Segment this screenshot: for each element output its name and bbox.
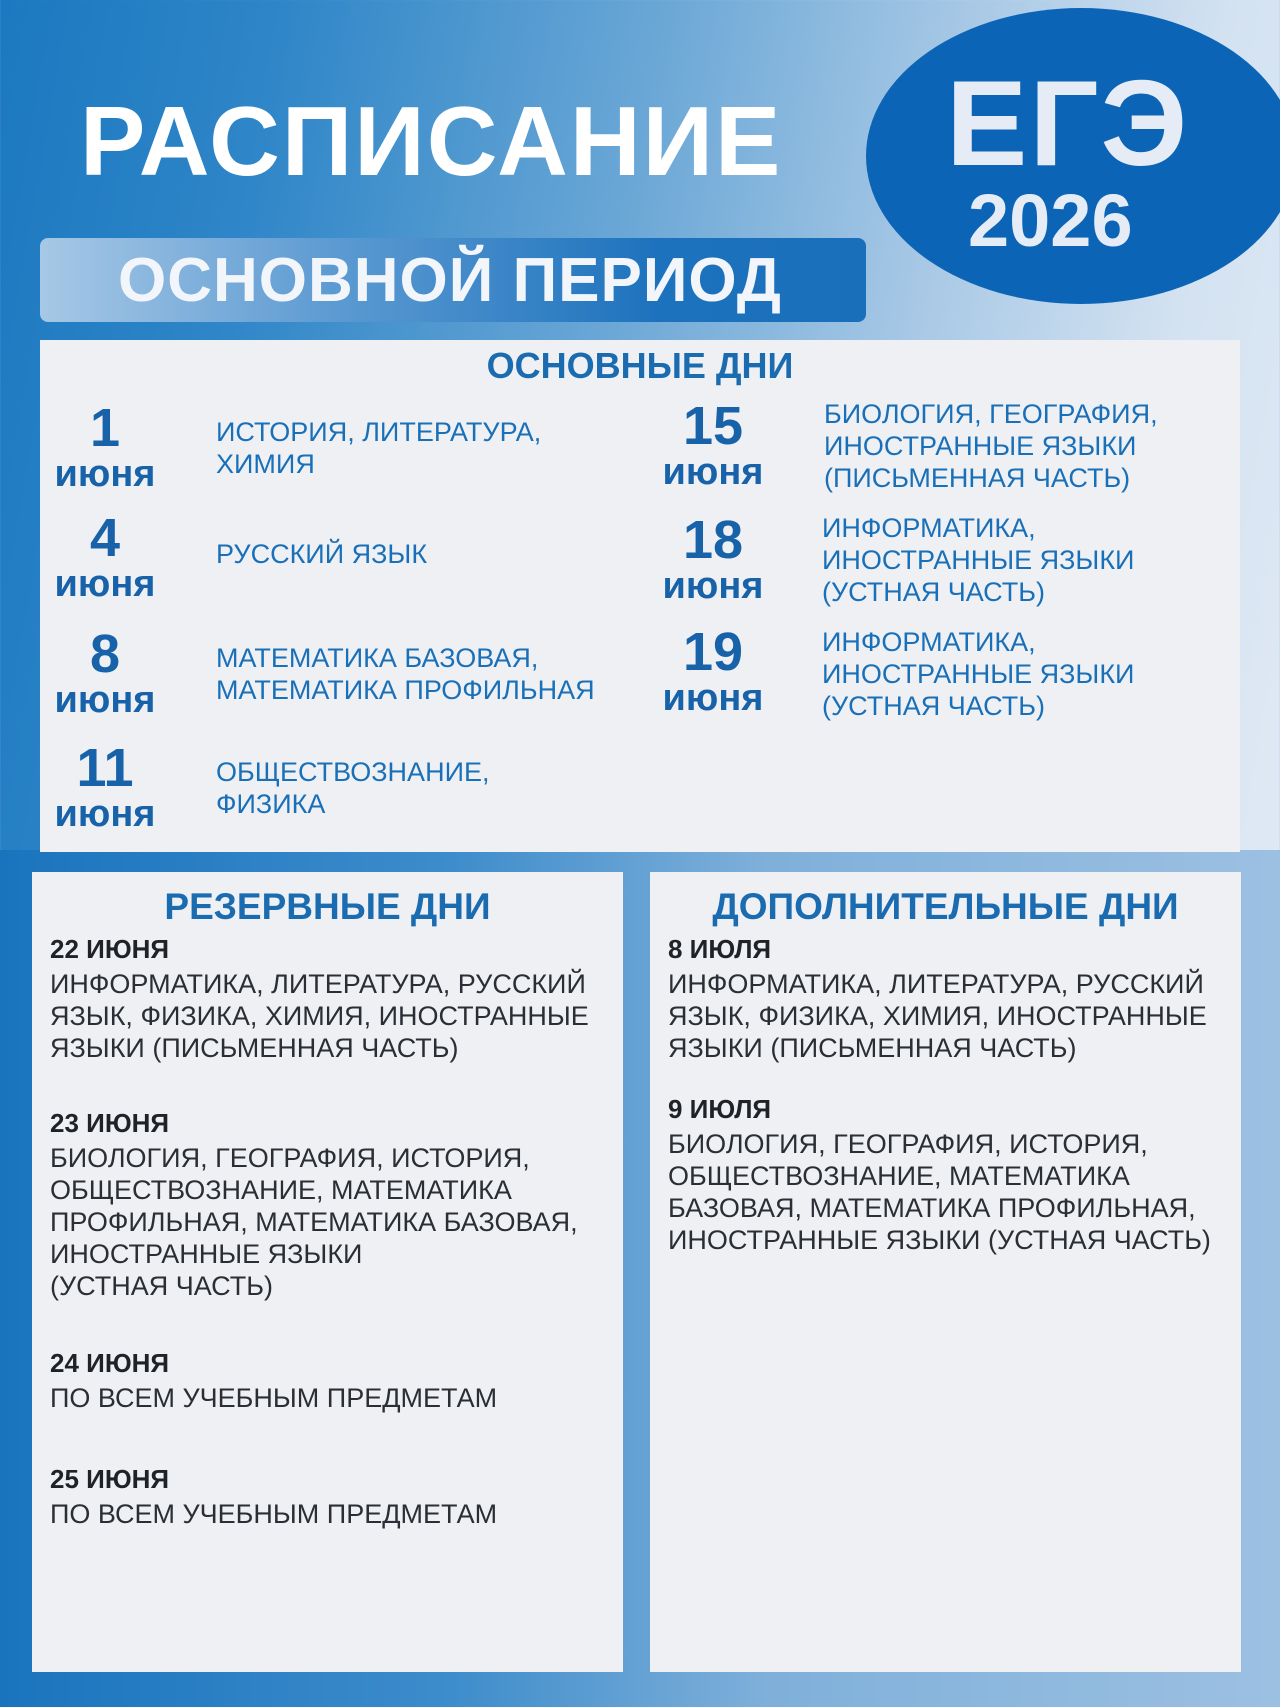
day-month: июня xyxy=(662,451,764,493)
extra-subjects xyxy=(668,968,1228,1064)
subjects-line: ПРОФИЛЬНАЯ, МАТЕМАТИКА БАЗОВАЯ, xyxy=(50,1207,578,1237)
day-subjects xyxy=(822,626,1222,722)
extra-date: 8 ИЮЛЯ xyxy=(668,934,772,964)
reserve-date: 23 ИЮНЯ xyxy=(50,1108,170,1138)
day-number: 1 xyxy=(89,398,121,458)
subjects-line: БАЗОВАЯ, МАТЕМАТИКА ПРОФИЛЬНАЯ, xyxy=(668,1193,1196,1223)
day-month: июня xyxy=(662,565,764,607)
day-subjects xyxy=(822,512,1222,608)
day-entry-date xyxy=(40,508,170,605)
extra-date: 9 ИЮЛЯ xyxy=(668,1094,772,1124)
subjects-line: МАТЕМАТИКА ПРОФИЛЬНАЯ xyxy=(216,675,595,705)
reserve-date: 22 ИЮНЯ xyxy=(50,934,170,964)
reserve-date: 25 ИЮНЯ xyxy=(50,1464,170,1494)
subjects-line: (УСТНАЯ ЧАСТЬ) xyxy=(822,577,1045,607)
day-month: июня xyxy=(54,679,156,721)
badge-title: ЕГЭ xyxy=(946,55,1190,191)
reserve-subjects xyxy=(50,1142,610,1302)
day-month: июня xyxy=(54,563,156,605)
subjects-line: ХИМИЯ xyxy=(216,449,315,479)
period-title: ОСНОВНОЙ ПЕРИОД xyxy=(118,246,782,315)
page-title: РАСПИСАНИЕ xyxy=(80,86,783,196)
subjects-line: БИОЛОГИЯ, ГЕОГРАФИЯ, xyxy=(824,399,1158,429)
extra-days-heading: ДОПОЛНИТЕЛЬНЫЕ ДНИ xyxy=(712,886,1179,927)
subjects-line: ЯЗЫКИ (ПИСЬМЕННАЯ ЧАСТЬ) xyxy=(50,1033,459,1063)
subjects-line: ЯЗЫКИ (ПИСЬМЕННАЯ ЧАСТЬ) xyxy=(668,1033,1077,1063)
subjects-line: (УСТНАЯ ЧАСТЬ) xyxy=(822,691,1045,721)
subjects-line: ИНФОРМАТИКА, xyxy=(822,513,1036,543)
extra-subjects xyxy=(668,1128,1228,1256)
badge-year: 2026 xyxy=(968,179,1133,262)
subjects-line: (ПИСЬМЕННАЯ ЧАСТЬ) xyxy=(824,463,1131,493)
day-number: 15 xyxy=(682,396,744,456)
subjects-line: ИНФОРМАТИКА, ЛИТЕРАТУРА, РУССКИЙ xyxy=(50,969,586,999)
subjects-line: ИНОСТРАННЫЕ ЯЗЫКИ xyxy=(822,659,1135,689)
day-entry-date xyxy=(648,396,778,493)
subjects-line: БИОЛОГИЯ, ГЕОГРАФИЯ, ИСТОРИЯ, xyxy=(50,1143,530,1173)
day-entry-date xyxy=(40,398,170,495)
day-subjects xyxy=(216,642,616,706)
reserve-days-panel xyxy=(32,872,623,1672)
subjects-line: ИСТОРИЯ, ЛИТЕРАТУРА, xyxy=(216,417,542,447)
subjects-line: ЯЗЫК, ФИЗИКА, ХИМИЯ, ИНОСТРАННЫЕ xyxy=(50,1001,589,1031)
day-entry-date xyxy=(40,624,170,721)
subjects-line: ОБЩЕСТВОЗНАНИЕ, МАТЕМАТИКА xyxy=(50,1175,512,1205)
subjects-line: ОБЩЕСТВОЗНАНИЕ, МАТЕМАТИКА xyxy=(668,1161,1130,1191)
reserve-date: 24 ИЮНЯ xyxy=(50,1348,170,1378)
day-month: июня xyxy=(54,793,156,835)
main-days-panel xyxy=(40,340,1240,852)
main-days-heading: ОСНОВНЫЕ ДНИ xyxy=(486,345,794,386)
subjects-line: ИНОСТРАННЫЕ ЯЗЫКИ xyxy=(824,431,1137,461)
day-number: 8 xyxy=(89,624,121,684)
day-number: 18 xyxy=(682,510,744,570)
subjects-line: ИНФОРМАТИКА, ЛИТЕРАТУРА, РУССКИЙ xyxy=(668,969,1204,999)
day-month: июня xyxy=(54,453,156,495)
day-entry-date xyxy=(648,622,778,719)
day-number: 19 xyxy=(682,622,744,682)
day-month: июня xyxy=(662,677,764,719)
subjects-line: (УСТНАЯ ЧАСТЬ) xyxy=(50,1271,273,1301)
reserve-subjects: ПО ВСЕМ УЧЕБНЫМ ПРЕДМЕТАМ xyxy=(50,1499,498,1529)
day-subjects xyxy=(824,398,1224,494)
day-number: 4 xyxy=(89,508,121,568)
day-subjects: РУССКИЙ ЯЗЫК xyxy=(216,539,428,569)
subjects-line: ЯЗЫК, ФИЗИКА, ХИМИЯ, ИНОСТРАННЫЕ xyxy=(668,1001,1207,1031)
subjects-line: ИНОСТРАННЫЕ ЯЗЫКИ xyxy=(822,545,1135,575)
subjects-line: БИОЛОГИЯ, ГЕОГРАФИЯ, ИСТОРИЯ, xyxy=(668,1129,1148,1159)
day-entry-date xyxy=(648,510,778,607)
reserve-subjects xyxy=(50,968,610,1064)
subjects-line: ФИЗИКА xyxy=(216,789,326,819)
subjects-line: ИНОСТРАННЫЕ ЯЗЫКИ (УСТНАЯ ЧАСТЬ) xyxy=(668,1225,1211,1255)
day-subjects xyxy=(216,416,596,480)
subjects-line: МАТЕМАТИКА БАЗОВАЯ, xyxy=(216,643,539,673)
day-entry-date xyxy=(40,738,170,835)
reserve-subjects: ПО ВСЕМ УЧЕБНЫМ ПРЕДМЕТАМ xyxy=(50,1383,498,1413)
subjects-line: ИНФОРМАТИКА, xyxy=(822,627,1036,657)
reserve-days-heading: РЕЗЕРВНЫЕ ДНИ xyxy=(164,886,491,927)
subjects-line: ОБЩЕСТВОЗНАНИЕ, xyxy=(216,757,490,787)
day-number: 11 xyxy=(76,738,134,798)
extra-days-panel xyxy=(650,872,1241,1672)
subjects-line: ИНОСТРАННЫЕ ЯЗЫКИ xyxy=(50,1239,363,1269)
day-subjects xyxy=(216,756,596,820)
